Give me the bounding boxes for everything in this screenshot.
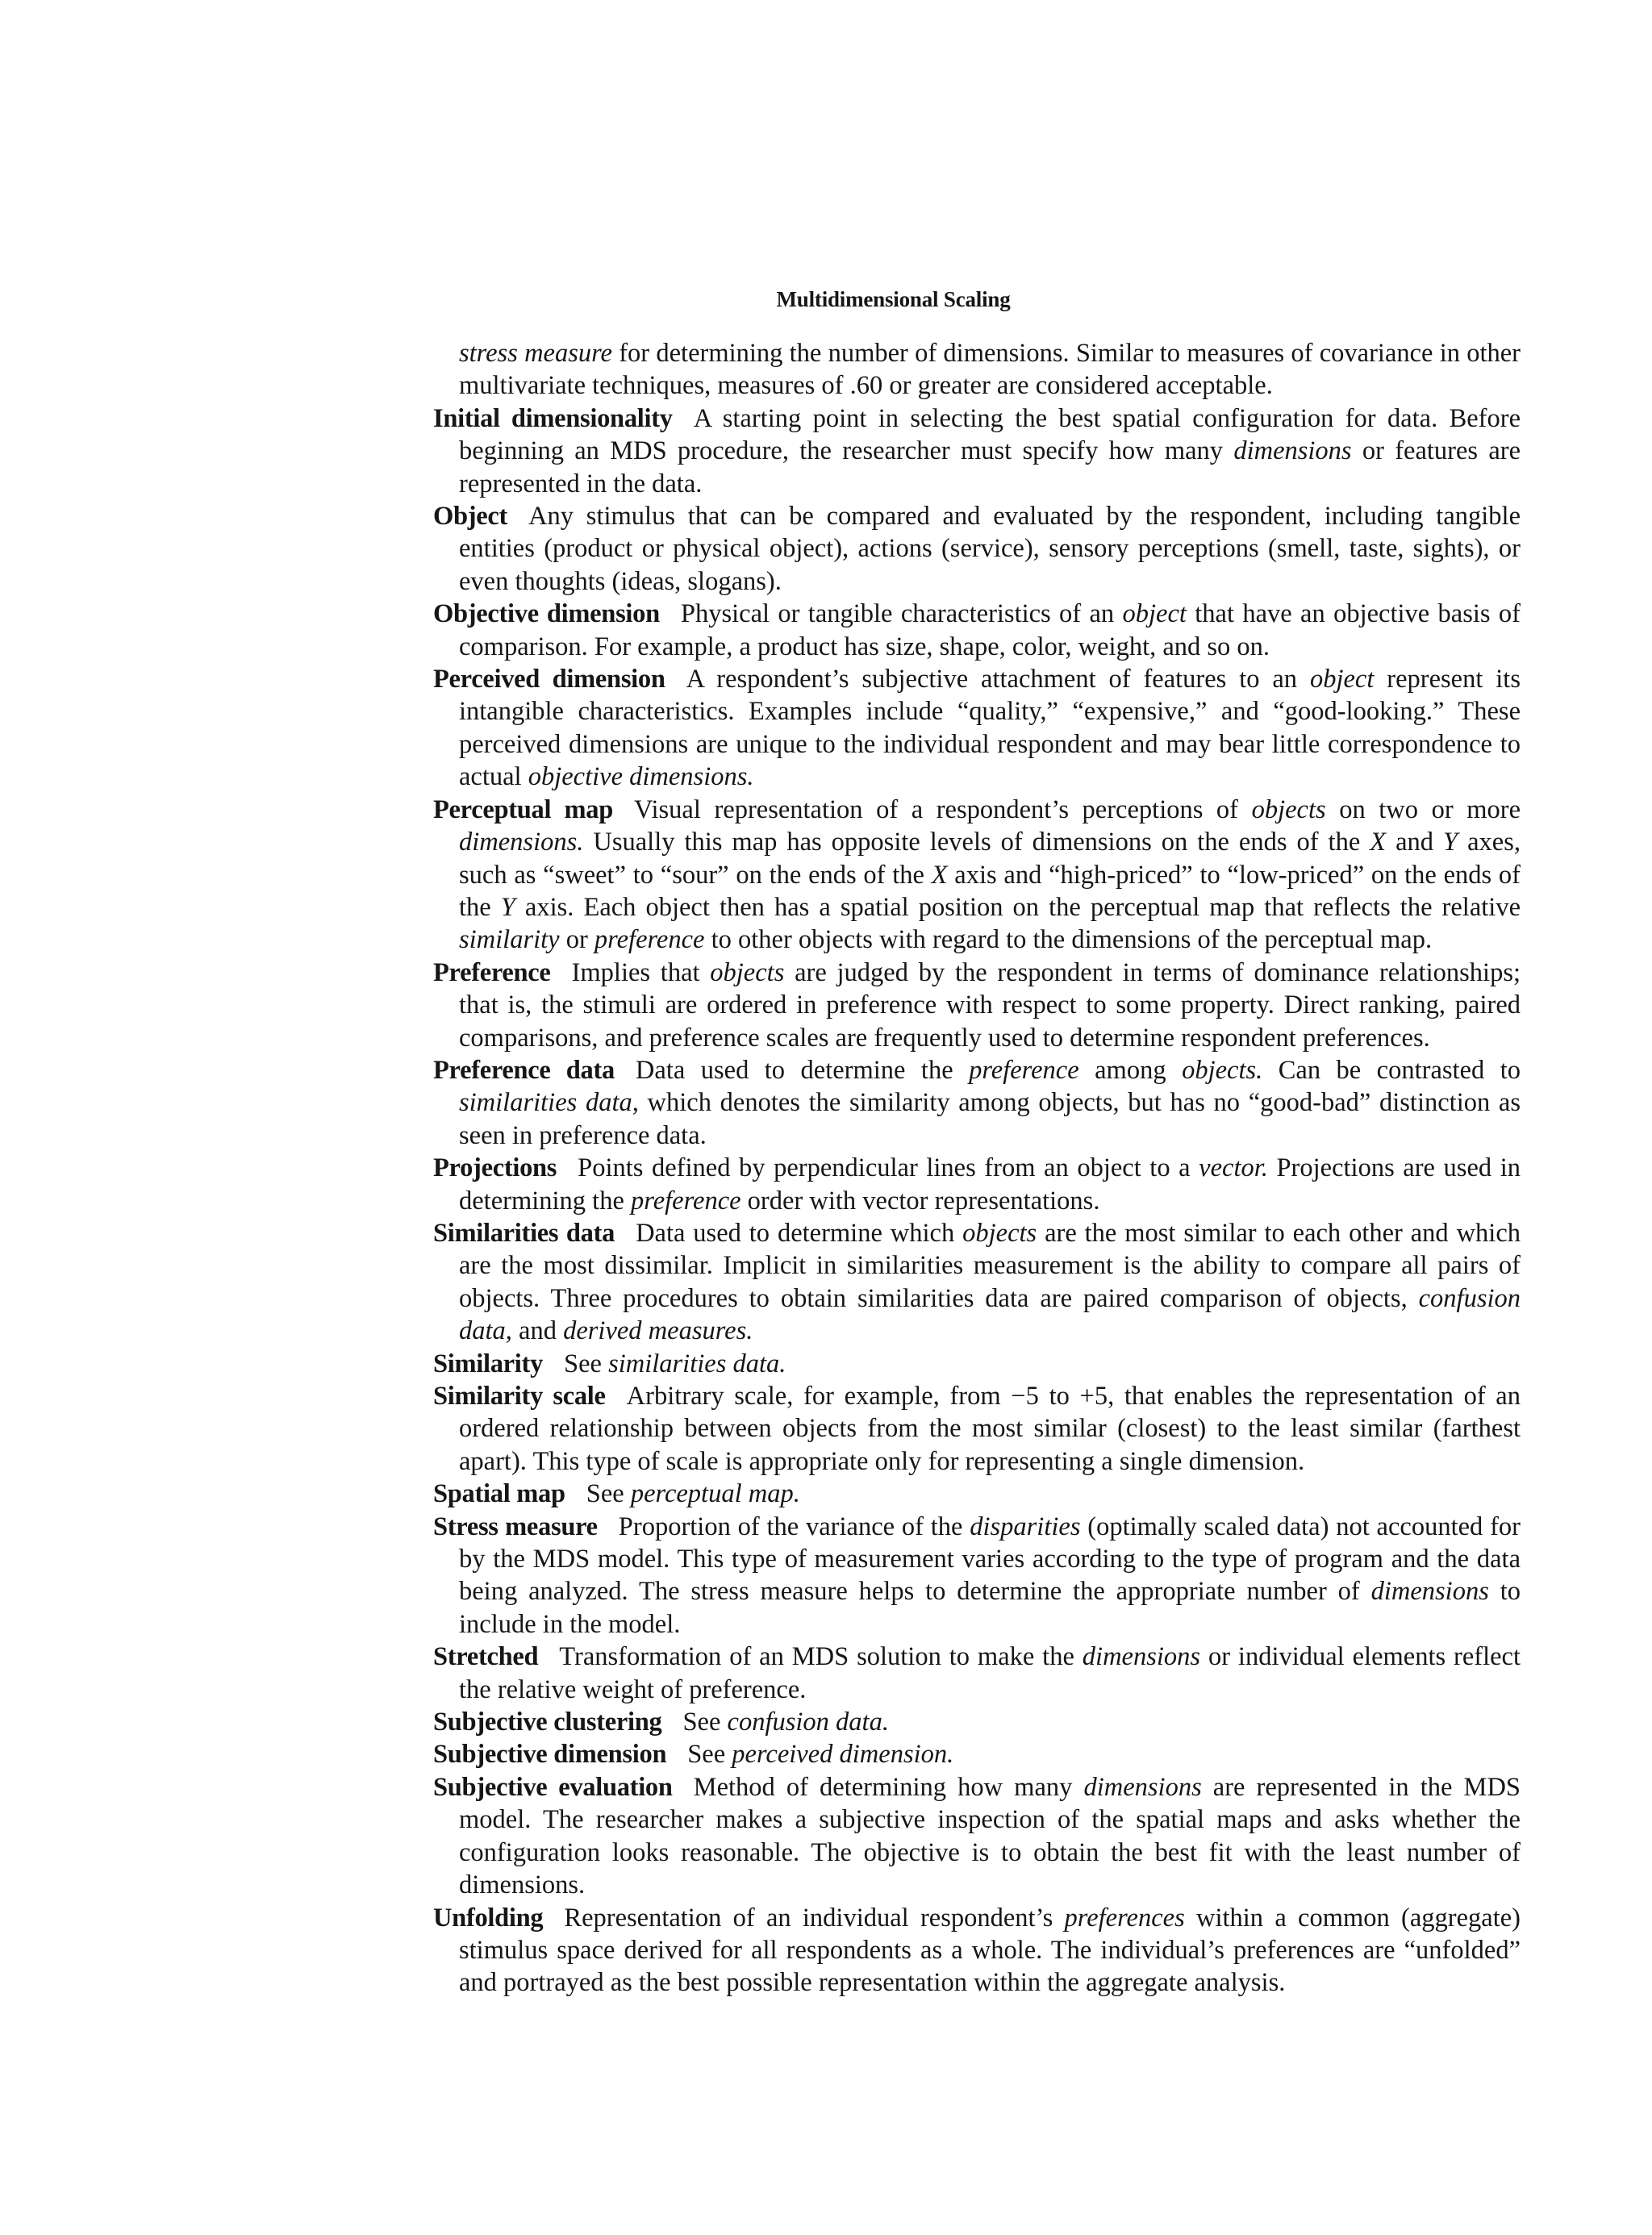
definition-text: (optimally scaled data) not accounted for by the MDS model. This type of measurement varies according to the type of program and the data being analyzed. The stress measure helps to determine the appropriate number of — [459, 1512, 1521, 1607]
cross-reference-text: objective dimensions. — [528, 762, 754, 792]
cross-reference-text: objects — [710, 957, 785, 987]
definition-text: See — [687, 1740, 732, 1770]
glossary-entry — [433, 1152, 1521, 1217]
definition-text: that have an objective basis of comparison. For example, a product has size, shape, color, weight, and so on. — [459, 599, 1521, 661]
glossary-term: Similarity — [433, 1349, 544, 1378]
definition-text: A respondent’s subjective attachment of features to an — [686, 665, 1310, 694]
cross-reference-text: confusion data, — [459, 1283, 1521, 1346]
cross-reference-text: preference — [594, 925, 705, 955]
definition-text: axis. Each object then has a spatial position on the perceptual map that reflects the relative — [515, 892, 1521, 922]
glossary-term: Preference — [433, 957, 551, 987]
cross-reference-text: Y — [500, 892, 515, 922]
cross-reference-text: similarities data. — [608, 1349, 786, 1378]
definition-text: and — [511, 1316, 564, 1346]
cross-reference-text: dimensions — [1083, 1772, 1202, 1802]
glossary-list — [433, 337, 1521, 1999]
definition-text: on two or more — [1325, 794, 1521, 824]
cross-reference-text: dimensions — [1233, 436, 1352, 466]
cross-reference-text: preference — [631, 1186, 741, 1215]
cross-reference-text: dimensions — [1082, 1642, 1201, 1672]
glossary-term: Initial dimensionality — [433, 403, 673, 433]
glossary-term: Subjective evaluation — [433, 1772, 673, 1802]
glossary-term: Objective dimension — [433, 599, 660, 629]
definition-text: See — [586, 1479, 631, 1509]
cross-reference-text: disparities — [970, 1512, 1081, 1541]
cross-reference-text: perceived dimension. — [732, 1740, 954, 1770]
glossary-term: Preference data — [433, 1055, 615, 1085]
definition-text: axes, such as “sweet” to “sour” on the ends of the — [459, 828, 1521, 890]
cross-reference-text: preference — [969, 1055, 1079, 1085]
glossary-entry — [433, 1348, 1521, 1380]
cross-reference-text: stress measure — [459, 339, 612, 368]
definition-text: to other objects with regard to the dimensions of the perceptual map. — [704, 925, 1433, 955]
glossary-entry — [433, 1771, 1521, 1902]
glossary-term: Spatial map — [433, 1479, 565, 1509]
glossary-term: Projections — [433, 1153, 557, 1183]
definition-text: See — [682, 1708, 728, 1737]
definition-text: to include in the model. — [459, 1577, 1521, 1639]
running-header: Multidimensional Scaling — [776, 287, 1011, 311]
glossary-entry — [433, 1217, 1521, 1348]
definition-text: for determining the number of dimensions. Similar to measures of covariance in other multivariate techniques, measures of .60 or greater are considered acceptable. — [459, 339, 1521, 401]
glossary-entry — [433, 402, 1521, 500]
glossary-entry — [433, 1706, 1521, 1738]
definition-text: Proportion of the variance of the — [618, 1512, 970, 1541]
glossary-term: Similarity scale — [433, 1382, 606, 1411]
definition-text: Can be contrasted to — [1262, 1055, 1521, 1085]
cross-reference-text: perceptual map. — [630, 1479, 800, 1509]
definition-text: A starting point in selecting the best spatial configuration for data. Before beginning an MDS procedure, the researcher must specify how many — [459, 403, 1521, 466]
definition-text: are judged by the respondent in terms of dominance relationships; that is, the stimuli are ordered in preference with respect to some property. Direct ranking, paired comparisons, and preference scales are frequently used to determine respondent preferences. — [459, 957, 1521, 1053]
cross-reference-text: preferences — [1064, 1903, 1185, 1933]
cross-reference-text: derived measures. — [563, 1316, 753, 1346]
glossary-term: Perceived dimension — [433, 665, 665, 694]
cross-reference-text: objects — [962, 1218, 1037, 1248]
cross-reference-text: dimensions — [1370, 1577, 1489, 1607]
cross-reference-text: X — [931, 860, 948, 890]
definition-text: are represented in the MDS model. The researcher makes a subjective inspection of the spatial maps and asks whether the configuration looks reasonable. The objective is to obtain the best fit with the least number of dimensions. — [459, 1772, 1521, 1900]
glossary-entry — [433, 1478, 1521, 1510]
cross-reference-text: objects. — [1182, 1055, 1263, 1085]
glossary-entry — [433, 663, 1521, 794]
definition-text: among — [1078, 1055, 1183, 1085]
cross-reference-text: X — [1370, 828, 1387, 857]
definition-text: Projections are used in determining the — [459, 1153, 1521, 1215]
definition-text: order with vector representations. — [740, 1186, 1100, 1215]
glossary-entry — [433, 1641, 1521, 1706]
cross-reference-text: confusion data. — [727, 1708, 889, 1737]
glossary-term: Unfolding — [433, 1903, 544, 1933]
cross-reference-text: dimensions. — [459, 828, 584, 857]
glossary-term: Subjective clustering — [433, 1708, 662, 1737]
glossary-term: Object — [433, 502, 508, 532]
glossary-entry-continuation — [433, 337, 1521, 402]
definition-text: Visual representation of a respondent’s perceptions of — [633, 794, 1252, 824]
cross-reference-text: objects — [1251, 794, 1326, 824]
glossary-entry — [433, 957, 1521, 1054]
glossary-term: Stress measure — [433, 1512, 598, 1541]
definition-text: are the most similar to each other and which are the most dissimilar. Implicit in similarities measurement is the ability to compare all pairs of objects. Three procedures to obtain similarities data are paired comparison of objects, — [459, 1218, 1521, 1313]
definition-text: Representation of an individual respondent’s — [564, 1903, 1065, 1933]
glossary-entry — [433, 1738, 1521, 1770]
definition-text: Data used to determine the — [635, 1055, 970, 1085]
glossary-entry — [433, 1054, 1521, 1152]
glossary-term: Perceptual map — [433, 794, 613, 824]
glossary-entry — [433, 500, 1521, 598]
definition-text: Arbitrary scale, for example, from −5 to +5, that enables the representation of an ordered relationship between objects from the most similar (closest) to the least similar (farthest apart). This type of scale is appropriate only for representing a single dimension. — [459, 1382, 1521, 1476]
definition-text: or individual elements reflect the relative weight of preference. — [459, 1642, 1521, 1704]
definition-text: Data used to determine which — [636, 1218, 963, 1248]
definition-text: Points defined by perpendicular lines from an object to a — [578, 1153, 1199, 1183]
definition-text: Physical or tangible characteristics of an — [680, 599, 1123, 629]
definition-text: Implies that — [571, 957, 711, 987]
cross-reference-text: object — [1122, 599, 1187, 629]
definition-text: and — [1386, 828, 1444, 857]
glossary-entry — [433, 1902, 1521, 1999]
cross-reference-text: Y — [1443, 828, 1458, 857]
definition-text: Transformation of an MDS solution to make the — [559, 1642, 1083, 1672]
glossary-entry — [433, 598, 1521, 663]
definition-text: Any stimulus that can be compared and evaluated by the respondent, including tangible entities (product or physical object), actions (service), sensory perceptions (smell, taste, sights), or even thoughts (ideas, slogans). — [459, 502, 1521, 596]
definition-text: which denotes the similarity among objects, but has no “good-bad” distinction as seen in preference data. — [459, 1088, 1521, 1150]
glossary-entry — [433, 1511, 1521, 1641]
cross-reference-text: similarity — [459, 925, 560, 955]
glossary-entry — [433, 794, 1521, 957]
cross-reference-text: object — [1309, 665, 1375, 694]
definition-text: represent its intangible characteristics. Examples include “quality,” “expensive,” and “good-looking.” These perceived dimensions are unique to the individual respondent and may bear little correspondence to actual — [459, 665, 1521, 792]
glossary-term: Stretched — [433, 1642, 539, 1672]
definition-text: Usually this map has opposite levels of dimensions on the ends of the — [583, 828, 1370, 857]
glossary-term: Subjective dimension — [433, 1740, 667, 1770]
definition-text: or features are represented in the data. — [459, 436, 1521, 498]
cross-reference-text: vector. — [1199, 1153, 1268, 1183]
definition-text: within a common (aggregate) stimulus space derived for all respondents as a whole. The individual’s preferences are “unfolded” and portrayed as the best possible representation within the aggregate analysis. — [459, 1903, 1521, 1998]
cross-reference-text: similarities data, — [459, 1088, 639, 1118]
glossary-entry — [433, 1380, 1521, 1478]
definition-text: axis and “high-priced” to “low-priced” on the ends of the — [459, 860, 1521, 922]
definition-text: Method of determining how many — [693, 1772, 1084, 1802]
definition-text: See — [564, 1349, 609, 1378]
glossary-term: Similarities data — [433, 1218, 615, 1248]
definition-text: or — [559, 925, 594, 955]
